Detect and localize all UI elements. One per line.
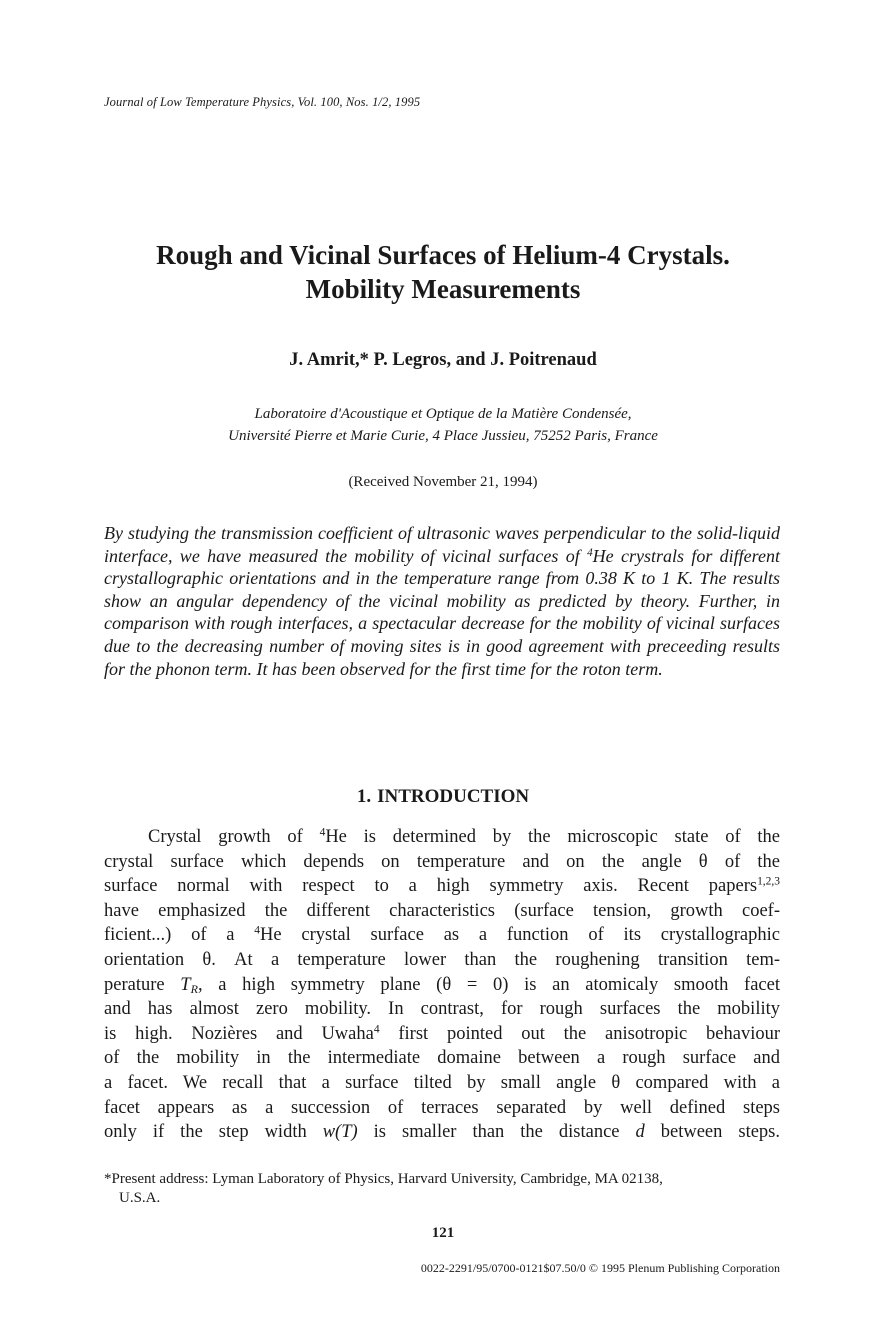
authors: J. Amrit,* P. Legros, and J. Poitrenaud — [289, 350, 597, 370]
abstract-text-2: He crystrals for different crystallographic orientations and in the temperature range from 0.38 K to 1 K. The results show an angular dependency of the vicinal mobility as predicted by theory. Further, in comparison with rough interfaces, a spectacular decrease for the mobility of vicinal surfaces due to the decreasing number of moving sites is in good agreement with preceeding results for the phonon term. It has been observed for the first time for the roton term. — [104, 545, 780, 679]
body-line: of the mobility in the intermediate domaine between a rough surface and — [104, 1048, 780, 1069]
page-number: 121 — [431, 1225, 455, 1241]
title-line-1: Rough and Vicinal Surfaces of Helium-4 Crystals. — [156, 240, 730, 270]
title-line-2: Mobility Measurements — [305, 274, 581, 304]
body-line: surface normal with respect to a high symmetry axis. Recent papers$^{1,2,3}$ — [104, 875, 780, 897]
abstract-text-1: By studying the transmission coefficient of ultrasonic waves perpendicular to the solid-liquid interface, we have measured the mobility of vicinal surfaces of — [104, 523, 780, 566]
section-title: INTRODUCTION — [377, 786, 530, 807]
body-line: facet appears as a succession of terraces separated by well defined steps — [104, 1097, 780, 1118]
footnote-line-1: *Present address: Lyman Laboratory of Physics, Harvard University, Cambridge, MA 02138, — [104, 1171, 663, 1187]
received-date: (Received November 21, 1994) — [348, 474, 538, 490]
body-line: Crystal growth of $^4$He is determined by the microscopic state of the — [148, 826, 781, 847]
section-number: 1. — [356, 786, 372, 807]
affiliation-line-2: Université Pierre et Marie Curie, 4 Place Jussieu, 75252 Paris, France — [228, 428, 658, 444]
affiliation — [0, 403, 886, 447]
affiliation-line-1: Laboratoire d'Acoustique et Optique de la Matière Condensée, — [254, 406, 632, 422]
paper-title — [0, 238, 886, 306]
journal-header: Journal of Low Temperature Physics, Vol. 100, Nos. 1/2, 1995 — [104, 95, 421, 109]
body-line: a facet. We recall that a surface tilted by small angle θ compared with a — [104, 1072, 780, 1093]
abstract — [104, 522, 780, 680]
body-line: only if the step width w(T) is smaller than the distance d between steps. — [104, 1122, 780, 1143]
section-heading — [0, 786, 886, 808]
footnote — [104, 1170, 780, 1208]
body-line: and has almost zero mobility. In contrast, for rough surfaces the mobility — [104, 999, 780, 1020]
body-line: perature $T_R$, a high symmetry plane (θ = 0) is an atomicaly smooth facet — [104, 974, 780, 996]
body-line: is high. Nozières and Uwaha$^4$ first pointed out the anisotropic behaviour — [104, 1023, 780, 1044]
body-line: have emphasized the different characteristics (surface tension, growth coef- — [104, 900, 780, 921]
abstract-superscript: 4 — [587, 546, 593, 559]
body-line: orientation θ. At a temperature lower than the roughening transition tem- — [104, 949, 780, 970]
body-line: ficient...) of a $^4$He crystal surface as a function of its crystallographic — [104, 925, 780, 946]
body-text — [104, 825, 780, 1145]
footnote-line-2: U.S.A. — [119, 1190, 161, 1206]
copyright-line: 0022-2291/95/0700-0121$07.50/0 © 1995 Plenum Publishing Corporation — [420, 1261, 780, 1275]
body-line: crystal surface which depends on temperature and on the angle θ of the — [104, 851, 780, 872]
